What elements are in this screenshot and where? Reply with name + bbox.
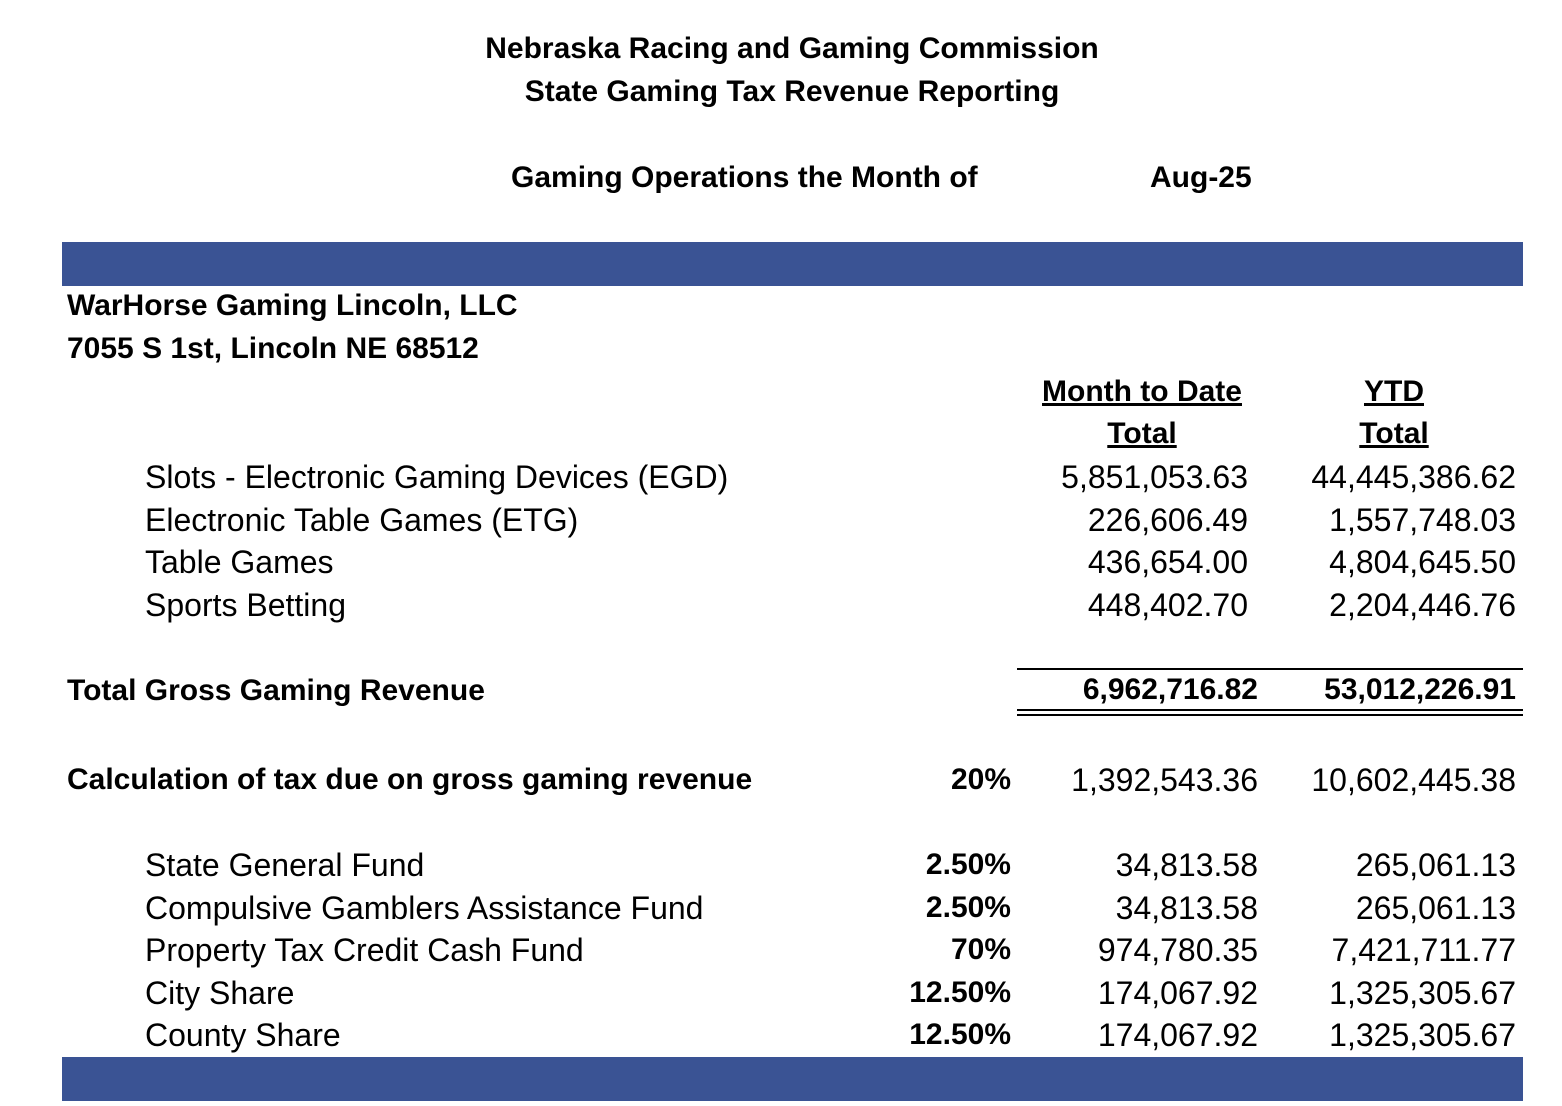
row-mtd-value: 5,851,053.63: [1061, 459, 1248, 495]
total-mtd-value: 6,962,716.82: [1082, 673, 1258, 706]
tax-rate: 20%: [950, 763, 1011, 796]
row-label: Sports Betting: [145, 587, 346, 623]
row-label: Property Tax Credit Cash Fund: [145, 932, 584, 968]
row-mtd-value: 174,067.92: [1097, 975, 1258, 1011]
ytd-header-line1: YTD: [1364, 375, 1424, 408]
row-ytd-value: 4,804,645.50: [1329, 544, 1516, 580]
total-label: Total Gross Gaming Revenue: [67, 674, 485, 707]
total-ytd-value: 53,012,226.91: [1324, 673, 1516, 706]
mtd-header-line1: Month to Date: [1042, 375, 1242, 408]
header-band: [62, 242, 1523, 286]
ytd-header-line2: Total: [1359, 417, 1429, 450]
row-ytd-value: 265,061.13: [1355, 890, 1516, 926]
row-mtd-value: 436,654.00: [1087, 544, 1248, 580]
row-label: Slots - Electronic Gaming Devices (EGD): [145, 459, 729, 495]
row-rate: 2.50%: [925, 848, 1011, 881]
row-ytd-value: 1,325,305.67: [1329, 975, 1516, 1011]
row-label: State General Fund: [145, 847, 425, 883]
licensee-name: WarHorse Gaming Lincoln, LLC: [67, 289, 518, 322]
row-ytd-value: 1,325,305.67: [1329, 1017, 1516, 1053]
row-mtd-value: 448,402.70: [1087, 587, 1248, 623]
tax-ytd-value: 10,602,445.38: [1311, 762, 1516, 798]
total-double-rule-1: [1017, 709, 1523, 711]
licensee-address: 7055 S 1st, Lincoln NE 68512: [67, 332, 479, 365]
mtd-header-line2: Total: [1107, 417, 1177, 450]
period-value: Aug-25: [1150, 161, 1252, 194]
row-mtd-value: 974,780.35: [1097, 932, 1258, 968]
row-mtd-value: 226,606.49: [1087, 502, 1248, 538]
row-ytd-value: 1,557,748.03: [1329, 502, 1516, 538]
row-mtd-value: 174,067.92: [1097, 1017, 1258, 1053]
tax-mtd-value: 1,392,543.36: [1071, 762, 1258, 798]
row-ytd-value: 2,204,446.76: [1329, 587, 1516, 623]
period-label: Gaming Operations the Month of: [511, 161, 978, 194]
row-rate: 12.50%: [909, 1018, 1011, 1051]
row-label: Compulsive Gamblers Assistance Fund: [145, 890, 704, 926]
report-subtitle: State Gaming Tax Revenue Reporting: [524, 75, 1060, 108]
row-rate: 2.50%: [925, 891, 1011, 924]
report-title: Nebraska Racing and Gaming Commission: [485, 32, 1099, 65]
row-rate: 70%: [950, 933, 1011, 966]
row-ytd-value: 44,445,386.62: [1311, 459, 1516, 495]
row-label: County Share: [145, 1017, 341, 1053]
total-top-rule: [1017, 668, 1523, 670]
footer-band: [62, 1057, 1523, 1101]
row-rate: 12.50%: [909, 976, 1011, 1009]
row-label: Electronic Table Games (ETG): [145, 502, 579, 538]
row-ytd-value: 265,061.13: [1355, 847, 1516, 883]
row-ytd-value: 7,421,711.77: [1331, 932, 1516, 968]
row-label: City Share: [145, 975, 295, 1011]
tax-label: Calculation of tax due on gross gaming revenue: [67, 763, 753, 796]
total-double-rule-2: [1017, 714, 1523, 716]
row-mtd-value: 34,813.58: [1115, 847, 1258, 883]
row-label: Table Games: [145, 544, 334, 580]
row-mtd-value: 34,813.58: [1115, 890, 1258, 926]
